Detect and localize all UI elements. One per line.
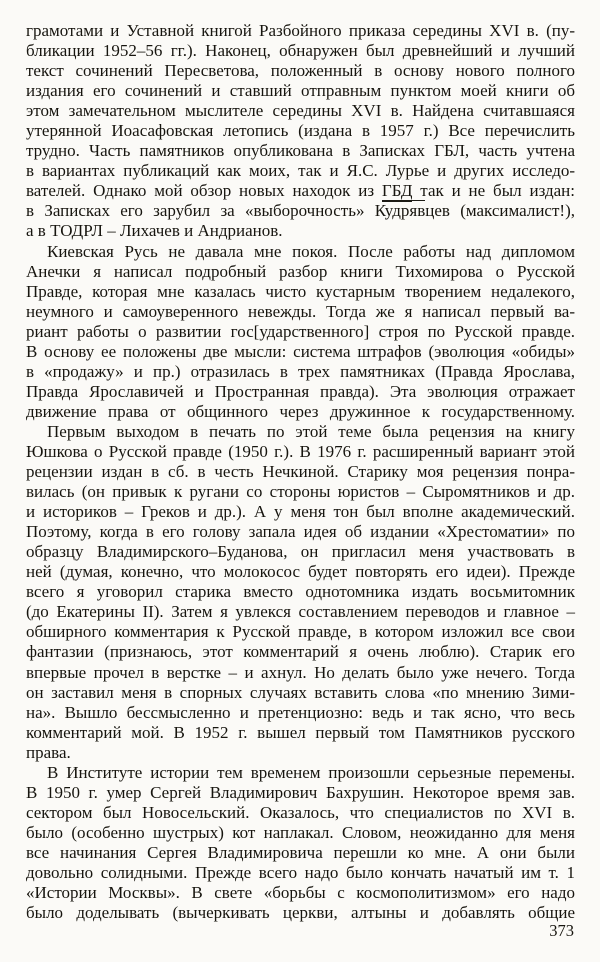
text-line: всего я уговорил старика вместо однотомника издать восьмитомник [26,582,575,602]
text-line: Поэтому, когда в его голову запала идея об издании «Хрестоматии» по [26,522,575,542]
text-line: Киевская Русь не давала мне покоя. После работы над дипломом [47,241,575,261]
text-line: «Истории Москвы». В свете «борьбы с космополитизмом» его надо [26,883,575,903]
text-segment: так и не был издан: [412,181,575,201]
text-segment: вателей. Однако мой обзор новых находок из [26,181,382,201]
text-line: Юшкова о Русской правде (1950 г.). В 1976 г. расширенный вариант этой [26,441,575,461]
text-line: комментарий мой. В 1952 г. вышел первый том Памятников русского [26,722,575,742]
text-line: впервые прочел в верстке – и ахнул. Но делать было уже нечего. Тогда [26,662,575,682]
text-line: (до Екатерины II). Затем я увлекся составлением переводов и главное – [26,602,575,622]
text-line: на». Вышло бессмысленно и претенциозно: ведь и так ясно, что весь [26,702,575,722]
text-line: Правда Ярославичей и Пространная правда). Эта эволюция отражает [26,381,575,401]
overlined-text: ряв [400,201,426,221]
text-line: Анечки я написал подробный разбор книги Тихомирова о Русской [26,261,575,281]
text-line: Правде, которая мне казалась чисто кустарным творением недалекого, [26,281,575,301]
text-line: риант работы о развитии гос[ударственного] строя по Русской правде. [26,321,575,341]
text-line: ней (думая, конечно, что молокосос будет повторять его идеи). Прежде [26,562,575,582]
text-line: было доделывать (вычеркивать церкви, алтыны и добавлять общие [26,903,575,923]
text-line: текст сочинений Пересветова, положенный в основу нового полного [26,61,575,81]
text-line: в «продажу» и пр.) отразилась в трех памятниках (Правда Ярослава, [26,361,575,381]
text-line: рецензии издан в сб. в честь Нечкиной. Старику моя рецензия понра- [26,462,575,482]
text-line: бликации 1952–56 гг.). Наконец, обнаружен был древнейший и лучший [26,41,575,61]
text-line: и историков – Греков и др.). А у меня тон был вполне академический. [26,502,575,522]
text-line: Первым выходом в печать по этой теме была рецензия на книгу [47,421,575,441]
page-number: 373 [549,921,574,940]
text-line: фантазии (признаюсь, этот комментарий я очень люблю). Старик его [26,642,575,662]
text-line: утерянной Иоасафовская летопись (издана в 1957 г.) Все перечислить [26,121,575,141]
text-line: довольно солидными. Прежде всего надо было кончать начатый им т. 1 [26,862,575,882]
text-line: он заставил меня в спорных случаях вставить слова «по мнению Зими- [26,682,575,702]
text-segment: цев (максималист!), [425,201,575,221]
text-line: все начинания Сергея Владимировича перешли ко мне. А они были [26,842,575,862]
text-line: В основу ее положены две мысли: система штрафов (эволюция «обиды» [26,341,575,361]
text-line: было (особенно шустрых) кот наплакал. Словом, неожиданно для меня [26,822,575,842]
text-line [26,181,575,201]
text-line: издания его сочинений и ставший отправным пунктом моей книги об [26,81,575,101]
text-line: В Институте истории тем временем произошли серьезные перемены. [47,762,575,782]
text-line: вилась (он привык к ругани со стороны юристов – Сыромятников и др. [26,482,575,502]
text-line: грамотами и Уставной книгой Разбойного приказа середины XVI в. (пу- [26,21,575,40]
text-line: В 1950 г. умер Сергей Владимирович Бахрушин. Некоторое время зав. [26,782,575,802]
text-line: права. [26,742,71,762]
text-line [26,201,575,221]
text-line: неумного и самоуверенного невежды. Тогда же я написал первый ва- [26,301,575,321]
text-line: а в ТОДРЛ – Лихачев и Андрианов. [26,221,283,241]
text-line: обширного комментария к Русской правде, в котором изложил все свои [26,622,575,642]
page-text [26,21,575,923]
text-line: трудно. Часть памятников опубликована в Записках ГБЛ, часть учтена [26,141,575,161]
underlined-text: ГБД [381,181,413,201]
text-line: в вариантах публикаций как моих, так и Я.С. Лурье и других исследо- [26,161,575,181]
text-line: образцу Владимирского–Буданова, он пригласил меня участвовать в [26,542,575,562]
text-line: движение права от общинного через дружинное к государственному. [26,401,575,421]
text-segment: в Записках его зарубил за «выборочность» Куд [26,201,401,221]
text-line: этом замечательном мыслителе середины XVI в. Найдена считавшаяся [26,101,575,121]
text-line: сектором был Новосельский. Оказалось, что специалистов по XVI в. [26,802,575,822]
